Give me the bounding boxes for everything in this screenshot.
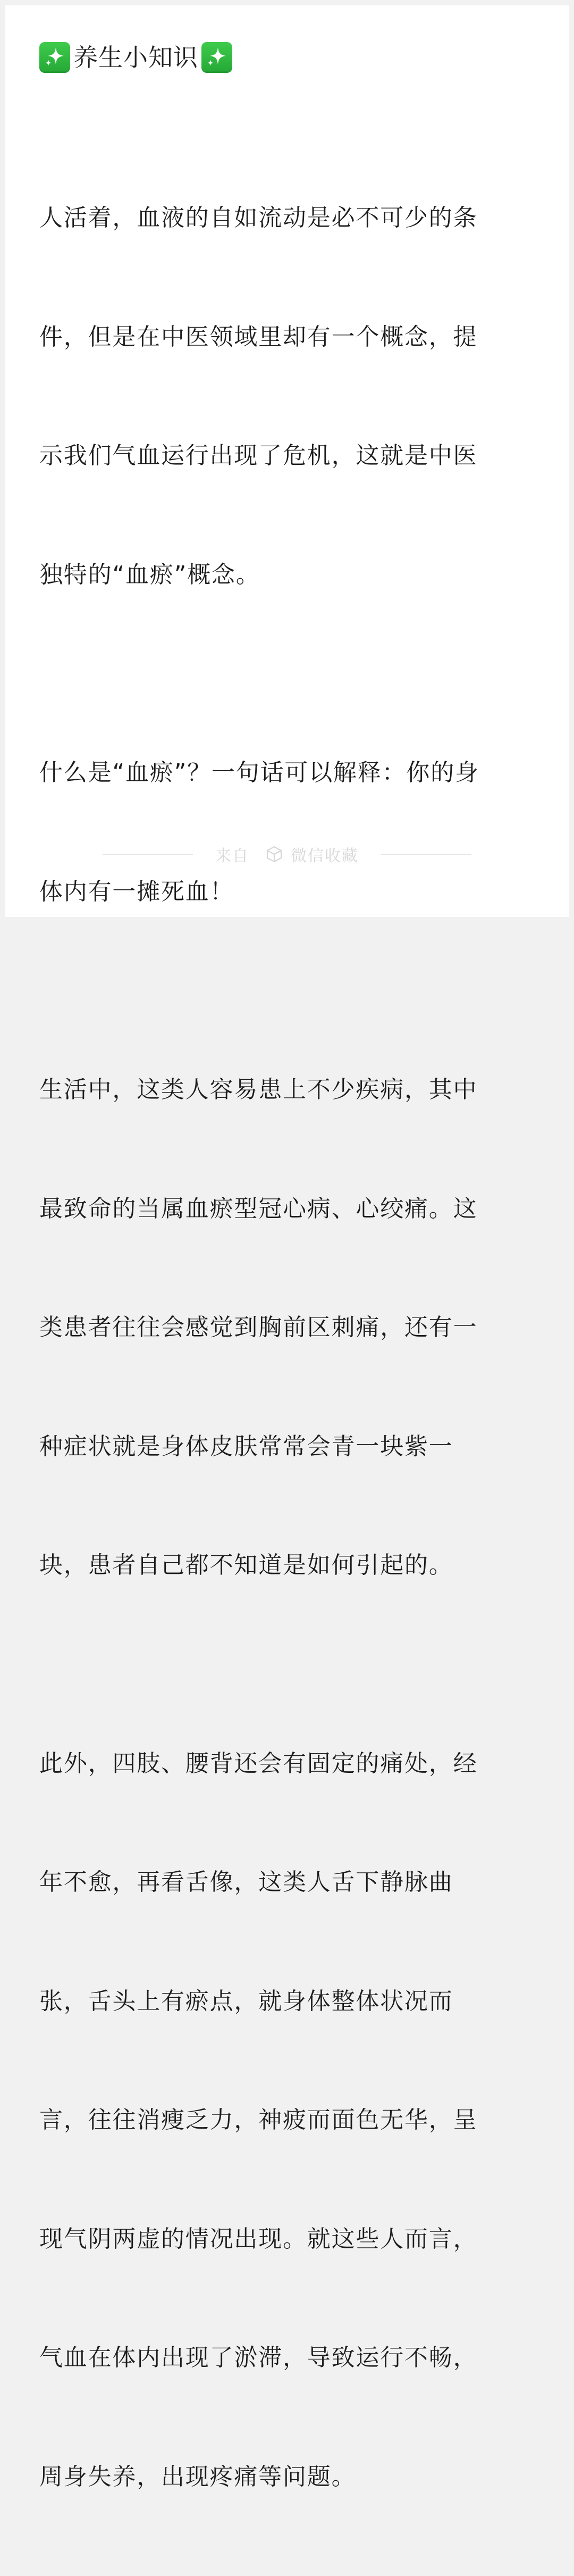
text-line: 气血在体内出现了淤滞，导致运行不畅， — [39, 2338, 518, 2378]
divider — [103, 854, 193, 855]
text-line: 什么是“血瘀”？一句话可以解释：你的身 — [39, 753, 518, 793]
text-line: 此外，四肢、腰背还会有固定的痛处，经 — [39, 1744, 518, 1784]
note-body — [39, 119, 518, 2576]
sparkle-icon — [201, 42, 232, 73]
note-title-row — [39, 41, 232, 73]
paragraph-4 — [39, 1665, 518, 2576]
text-line: 现气阴两虚的情况出现。就这些人而言， — [39, 2220, 518, 2260]
text-line: 块，患者自己都不知道是如何引起的。 — [39, 1546, 518, 1586]
text-line: 张，舌头上有瘀点，就身体整体状况而 — [39, 1982, 518, 2022]
text-line: 周身失养，出现疼痛等问题。 — [39, 2457, 518, 2497]
note-card — [5, 5, 569, 917]
text-line: 人活着，血液的自如流动是必不可少的条 — [39, 198, 518, 238]
text-line: 言，往往消瘦乏力，神疲而面色无华，呈 — [39, 2100, 518, 2140]
text-line: 生活中，这类人容易患上不少疾病，其中 — [39, 1070, 518, 1110]
source-footer — [5, 838, 569, 870]
note-title: 养生小知识 — [73, 41, 198, 73]
text-line: 体内有一摊死血！ — [39, 872, 518, 912]
paragraph-1 — [39, 119, 518, 674]
divider — [381, 854, 471, 855]
text-line: 类患者往往会感觉到胸前区刺痛，还有一 — [39, 1308, 518, 1348]
source-attribution[interactable] — [215, 843, 359, 866]
from-label: 来自 — [215, 843, 249, 866]
sparkle-icon — [39, 42, 70, 73]
text-line: 示我们气血运行出现了危机，这就是中医 — [39, 436, 518, 476]
text-line: 独特的“血瘀”概念。 — [39, 555, 518, 595]
paragraph-3 — [39, 991, 518, 1665]
text-line: 年不愈，再看舌像，这类人舌下静脉曲 — [39, 1863, 518, 1903]
text-line: 件，但是在中医领域里却有一个概念，提 — [39, 318, 518, 357]
text-line: 最致命的当属血瘀型冠心病、心绞痛。这 — [39, 1189, 518, 1229]
paragraph-2 — [39, 674, 518, 991]
cube-icon — [265, 845, 283, 863]
text-line: 种症状就是身体皮肤常常会青一块紫一 — [39, 1427, 518, 1467]
source-label: 微信收藏 — [291, 843, 359, 866]
